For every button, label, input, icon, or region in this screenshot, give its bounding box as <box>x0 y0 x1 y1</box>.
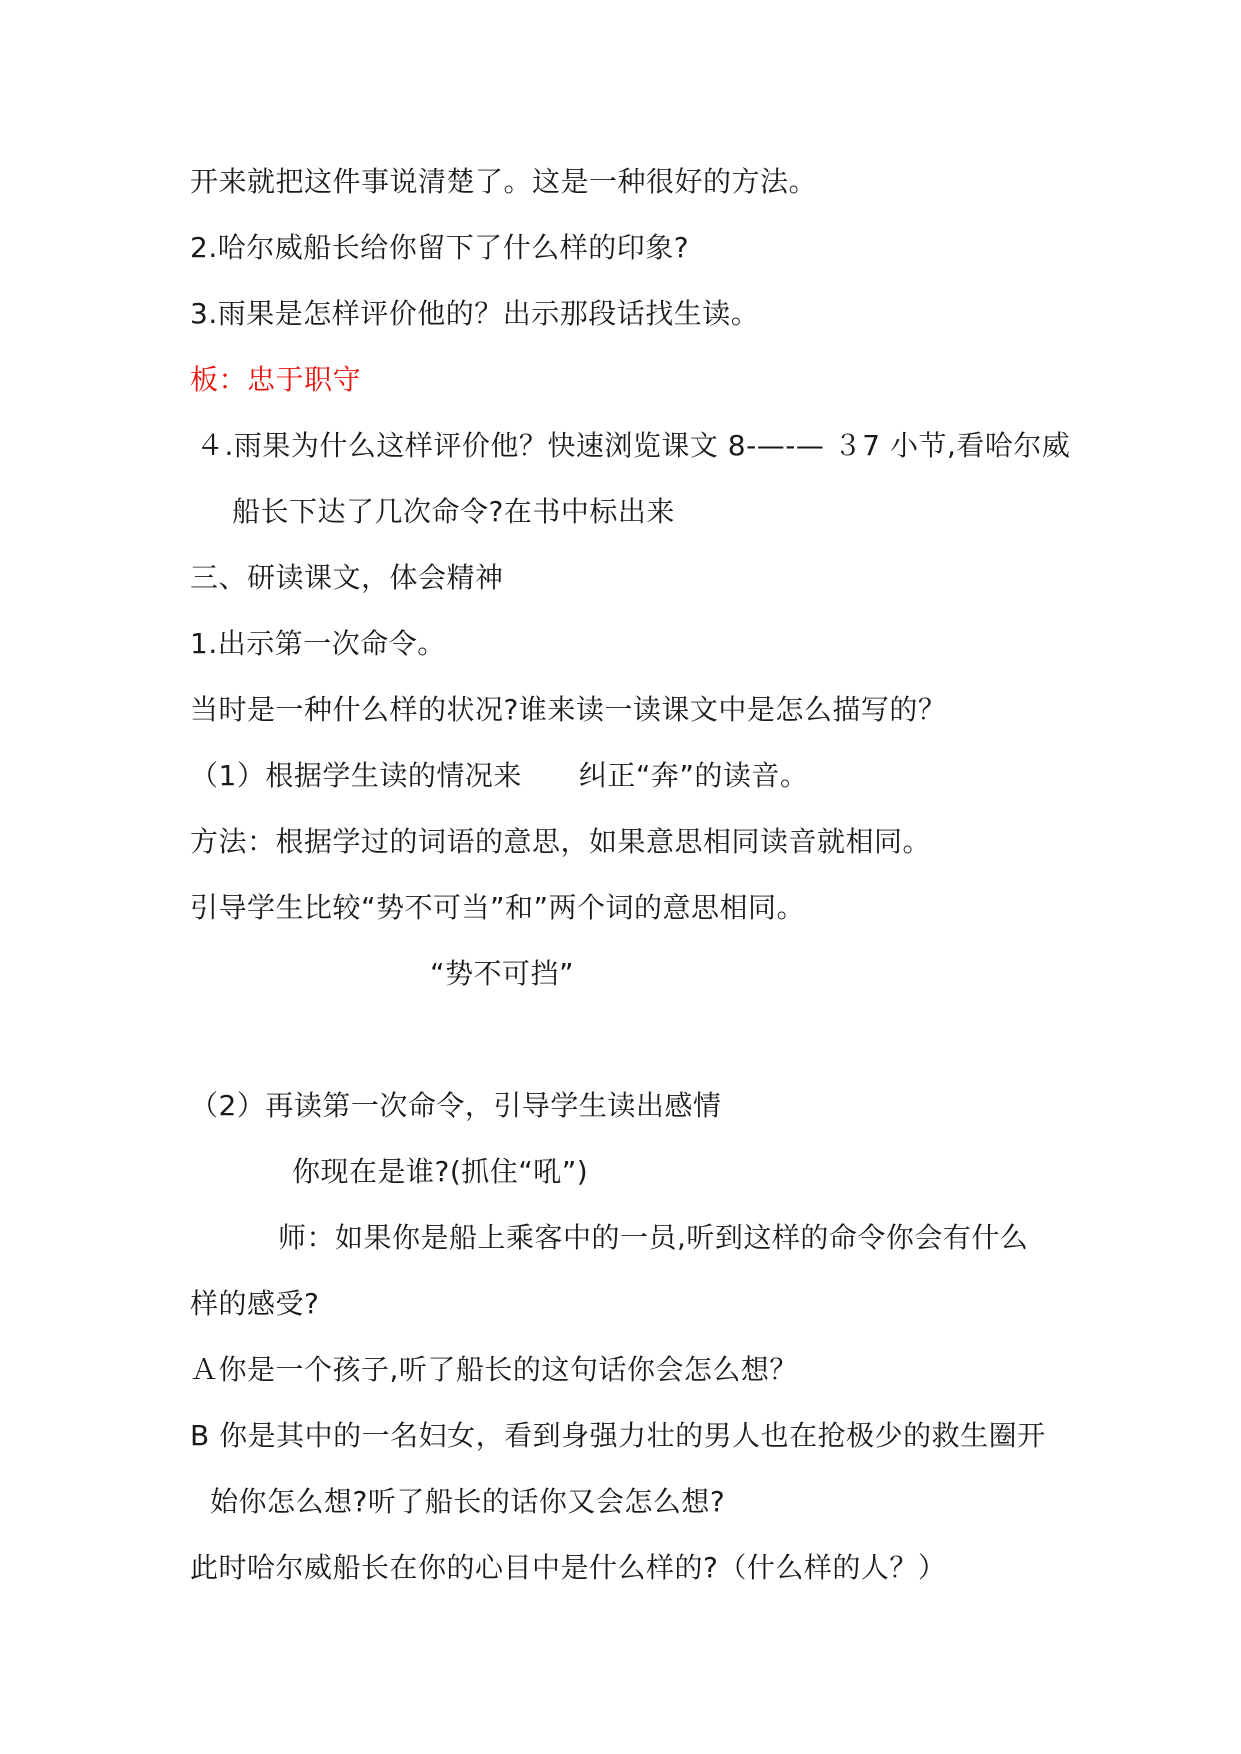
text-line-continuation: 开来就把这件事说清楚了。这是一种很好的方法。 <box>190 165 818 198</box>
section-heading-3: 三、研读课文，体会精神 <box>190 561 504 594</box>
blackboard-note: 板：忠于职守 <box>190 363 362 396</box>
situation-question: 当时是一种什么样的状况?谁来读一读课文中是怎么描写的？ <box>190 693 947 726</box>
sub-step-2: （2）再读第一次命令，引导学生读出感情 <box>190 1089 722 1122</box>
question-4: ４.雨果为什么这样评价他？快速浏览课文 8-—-— ３7 小节,看哈尔威 <box>196 429 1071 462</box>
prompt-b-continuation: 始你怎么想?听了船长的话你又会怎么想? <box>210 1485 726 1518</box>
method-note: 方法：根据学过的词语的意思，如果意思相同读音就相同。 <box>190 825 932 858</box>
question-4-continuation: 船长下达了几次命令?在书中标出来 <box>232 495 675 528</box>
comparison-note: 引导学生比较“势不可当”和”两个词的意思相同。 <box>190 891 806 924</box>
comparison-word: “势不可挡” <box>430 957 575 990</box>
prompt-a: Ａ你是一个孩子,听了船长的这句话你会怎么想？ <box>190 1353 798 1386</box>
closing-question: 此时哈尔威船长在你的心目中是什么样的?（什么样的人？） <box>190 1551 947 1584</box>
teacher-prompt: 师：如果你是船上乘客中的一员,听到这样的命令你会有什么 <box>278 1221 1029 1254</box>
question-2: 2.哈尔威船长给你留下了什么样的印象? <box>190 231 690 264</box>
teacher-prompt-continuation: 样的感受? <box>190 1287 320 1320</box>
sub-step-1: （1）根据学生读的情况来 纠正“奔”的读音。 <box>190 759 809 792</box>
prompt-b: B 你是其中的一名妇女，看到身强力壮的男人也在抢极少的救生圈开 <box>190 1419 1046 1452</box>
role-question: 你现在是谁?(抓住“吼”) <box>292 1155 589 1188</box>
step-1: 1.出示第一次命令。 <box>190 627 446 660</box>
question-3: 3.雨果是怎样评价他的？出示那段话找生读。 <box>190 297 760 330</box>
